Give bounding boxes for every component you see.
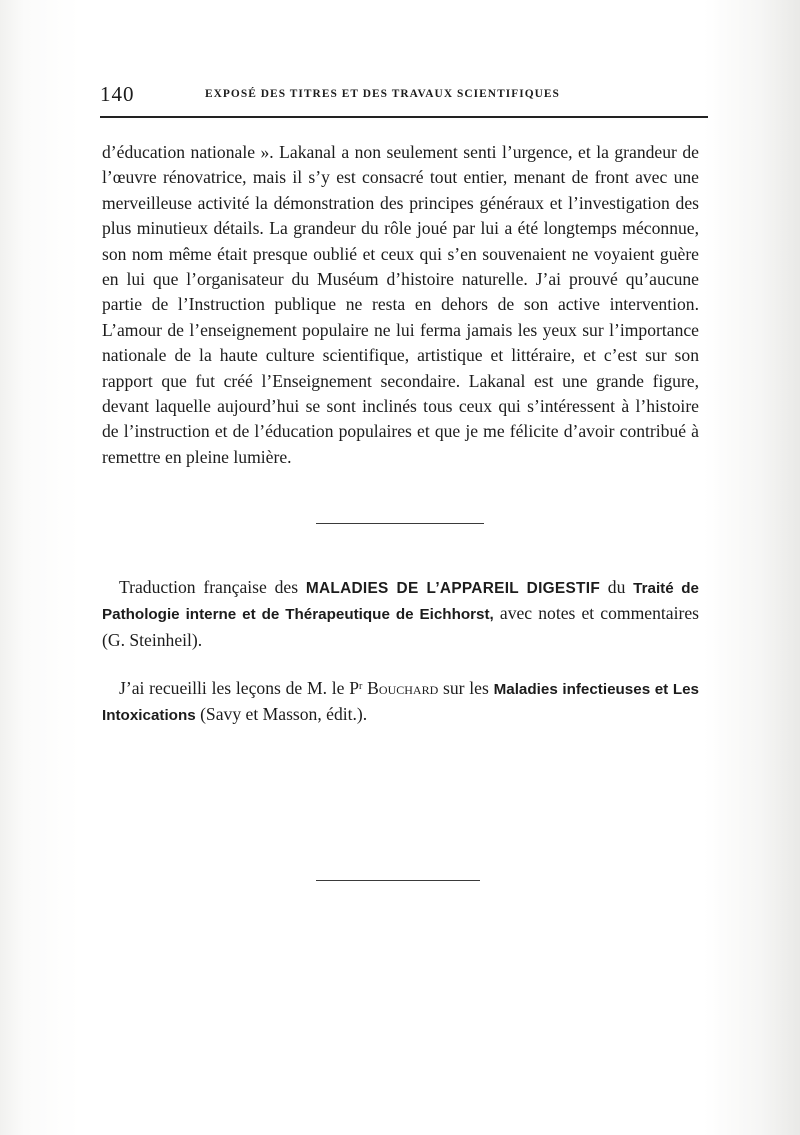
lessons-title-bold: Maladies infectieuses et Les Intoxications	[102, 681, 699, 725]
header-rule	[100, 116, 708, 118]
translation-title-bold: Traité de Pathologie interne et de Thérapeutique de Eichhorst,	[102, 580, 700, 624]
translation-title-caps: MALADIES DE L’APPAREIL DIGESTIF	[305, 580, 601, 597]
running-title: EXPOSÉ DES TITRES ET DES TRAVAUX SCIENTIFIQUES	[205, 88, 560, 100]
page-header	[100, 82, 708, 112]
lessons-lead: J’ai recueilli les leçons de M. le P	[119, 678, 360, 698]
end-separator	[316, 880, 480, 881]
lessons-tail: (Savy et Masson, édit.).	[195, 704, 368, 725]
translation-lead: Traduction française des	[119, 577, 306, 597]
translation-tail: avec notes et commentaires (G. Steinheil).	[102, 603, 699, 650]
body-paragraph: d’éducation nationale ». Lakanal a non seulement senti l’urgence, et la grandeur de l’œuvre rénovatrice, mais il s’y est consacré tout entier, menant de front avec une merveilleuse activité la démonstration des principes généraux et l’investigation des plus minutieux détails. La grandeur du rôle joué par lui a été longtemps méconnue, son nom même était presque oublié et ceux qui s’en souvenaient ne voyaient guère en lui que l’organisateur du Muséum d’histoire naturelle. J’ai prouvé qu’aucune partie de l’Instruction publique ne resta en dehors de son active intervention. L’amour de l’enseignement populaire ne lui ferma jamais les yeux sur l’importance nationale de la haute culture scientifique, artistique et littéraire, et c’est sur son rapport que fut créé l’Enseignement secondaire. Lakanal est une grande figure, devant laquelle aujourd’hui se sont inclinés tous ceux qui s’intéressent à l’histoire de l’instruction et de l’éducation populaires et que je me félicite d’avoir contribué à remettre en pleine lumière.	[102, 142, 699, 467]
lessons-author-name: Bouchard	[367, 678, 439, 698]
section-separator	[316, 523, 484, 524]
translation-mid: du	[600, 577, 634, 597]
lessons-mid: sur les	[438, 678, 494, 698]
lessons-superscript: r	[359, 681, 363, 692]
page-number: 140	[100, 82, 135, 106]
translation-entry	[102, 575, 699, 653]
lessons-entry	[102, 676, 699, 729]
